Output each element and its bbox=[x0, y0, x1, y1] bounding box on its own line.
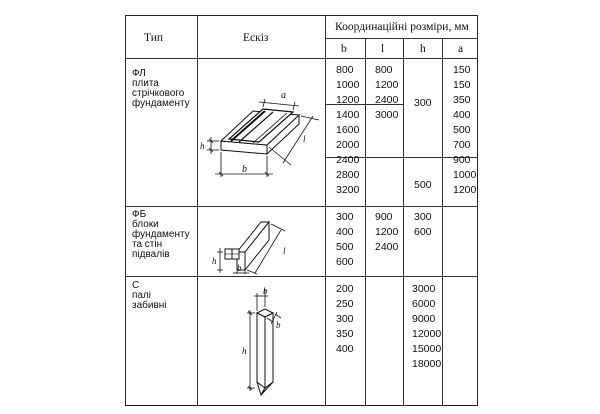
fl-a-value: 150 bbox=[453, 79, 471, 91]
block-label-l: l bbox=[283, 246, 286, 256]
pile-b-value: 250 bbox=[336, 298, 354, 310]
row-divider-2 bbox=[126, 276, 478, 277]
col-divider-h bbox=[442, 38, 443, 406]
fb-b-value: 400 bbox=[336, 226, 354, 238]
pile-label-b-side: b bbox=[276, 320, 281, 330]
block-label-b: b bbox=[237, 263, 242, 273]
slab-label-b: b bbox=[242, 164, 247, 175]
fl-b-value: 1600 bbox=[336, 124, 360, 136]
fl-b-value: 1000 bbox=[336, 79, 360, 91]
pile-b-values bbox=[336, 282, 354, 357]
driven-pile-sketch bbox=[199, 278, 323, 404]
fl-b-value: 800 bbox=[336, 64, 354, 76]
fl-a-value: 400 bbox=[453, 109, 471, 121]
col-divider-l bbox=[403, 38, 404, 406]
foundation-block-sketch bbox=[199, 208, 323, 274]
fb-b-value: 500 bbox=[336, 241, 354, 253]
header-col-h: h bbox=[420, 43, 426, 55]
coordination-sizes-table bbox=[125, 15, 478, 406]
fl-h-value: 500 bbox=[414, 179, 432, 191]
fb-l-value: 900 bbox=[375, 211, 393, 223]
fl-b-value: 3200 bbox=[336, 184, 360, 196]
col-divider-b bbox=[365, 38, 366, 406]
pile-h-value: 12000 bbox=[412, 328, 442, 340]
fb-l-value: 2400 bbox=[375, 241, 399, 253]
fb-b-value: 300 bbox=[336, 211, 354, 223]
fb-l-values bbox=[375, 210, 398, 255]
fl-a-value: 500 bbox=[453, 124, 471, 136]
fl-a-value: 150 bbox=[453, 64, 471, 76]
fb-b-values bbox=[336, 210, 354, 270]
fl-l-value: 1200 bbox=[375, 79, 399, 91]
fl-b-value: 1200 bbox=[336, 94, 360, 106]
pile-type-description: палі забивні bbox=[132, 290, 167, 311]
fb-b-value: 600 bbox=[336, 256, 354, 268]
fl-l-value: 800 bbox=[375, 64, 393, 76]
pile-label-h: h bbox=[242, 346, 247, 356]
header-coordination-sizes: Координаційні розміри, мм bbox=[335, 21, 469, 33]
row-divider-1 bbox=[126, 206, 478, 207]
fl-l-value: 3000 bbox=[375, 109, 399, 121]
slab-label-h: h bbox=[200, 141, 205, 151]
fl-a-value: 900 bbox=[453, 154, 471, 166]
pile-outline bbox=[257, 309, 273, 395]
header-type: Тип bbox=[144, 32, 164, 44]
fb-type-description: блоки фундаменту та стін підвалів bbox=[132, 219, 190, 260]
pile-h-value: 6000 bbox=[412, 298, 436, 310]
fb-h-values bbox=[414, 210, 432, 240]
pile-h-values bbox=[412, 282, 441, 372]
col-divider-type bbox=[197, 16, 198, 406]
fl-l-values bbox=[375, 63, 398, 123]
fl-a-values bbox=[453, 63, 476, 198]
foundation-slab-sketch bbox=[199, 86, 323, 196]
fl-a-value: 700 bbox=[453, 139, 471, 151]
fl-b-value: 1400 bbox=[336, 109, 360, 121]
fb-h-value: 300 bbox=[414, 211, 432, 223]
fb-type-code: ФБ bbox=[132, 209, 147, 220]
fl-h-value: 300 bbox=[414, 97, 432, 109]
slab-outline bbox=[221, 109, 299, 154]
header-col-a: a bbox=[458, 43, 464, 55]
header-bottom-rule bbox=[126, 58, 478, 59]
fl-b-value: 2400 bbox=[336, 154, 360, 166]
pile-label-b-top: b bbox=[263, 286, 268, 296]
header-col-l: l bbox=[381, 43, 385, 55]
pile-b-value: 400 bbox=[336, 343, 354, 355]
header-sketch: Ескіз bbox=[243, 32, 269, 44]
fl-b-value: 2800 bbox=[336, 169, 360, 181]
fl-b-value: 2000 bbox=[336, 139, 360, 151]
slab-label-l: l bbox=[303, 134, 306, 144]
pile-h-value: 18000 bbox=[412, 358, 442, 370]
pile-type-code: С bbox=[132, 280, 140, 291]
slab-label-a: a bbox=[281, 90, 286, 101]
block-label-h: h bbox=[212, 256, 217, 266]
pile-h-value: 9000 bbox=[412, 313, 436, 325]
header-subdivider bbox=[325, 38, 478, 39]
pile-h-value: 15000 bbox=[412, 343, 442, 355]
fl-a-value: 1200 bbox=[453, 184, 477, 196]
fb-l-value: 1200 bbox=[375, 226, 399, 238]
block-outline bbox=[225, 222, 269, 270]
pile-h-value: 3000 bbox=[412, 283, 436, 295]
pile-b-value: 300 bbox=[336, 313, 354, 325]
fl-a-value: 1000 bbox=[453, 169, 477, 181]
col-divider-sketch bbox=[325, 16, 326, 406]
fl-type-description: плита стрічкового фундаменту bbox=[132, 78, 190, 109]
fl-b-values bbox=[336, 63, 359, 198]
fb-h-value: 600 bbox=[414, 226, 432, 238]
fl-l-value: 2400 bbox=[375, 94, 399, 106]
header-col-b: b bbox=[341, 43, 347, 55]
fl-a-value: 350 bbox=[453, 94, 471, 106]
fl-type-code: ФЛ bbox=[132, 68, 146, 79]
pile-b-value: 200 bbox=[336, 283, 354, 295]
pile-b-value: 350 bbox=[336, 328, 354, 340]
